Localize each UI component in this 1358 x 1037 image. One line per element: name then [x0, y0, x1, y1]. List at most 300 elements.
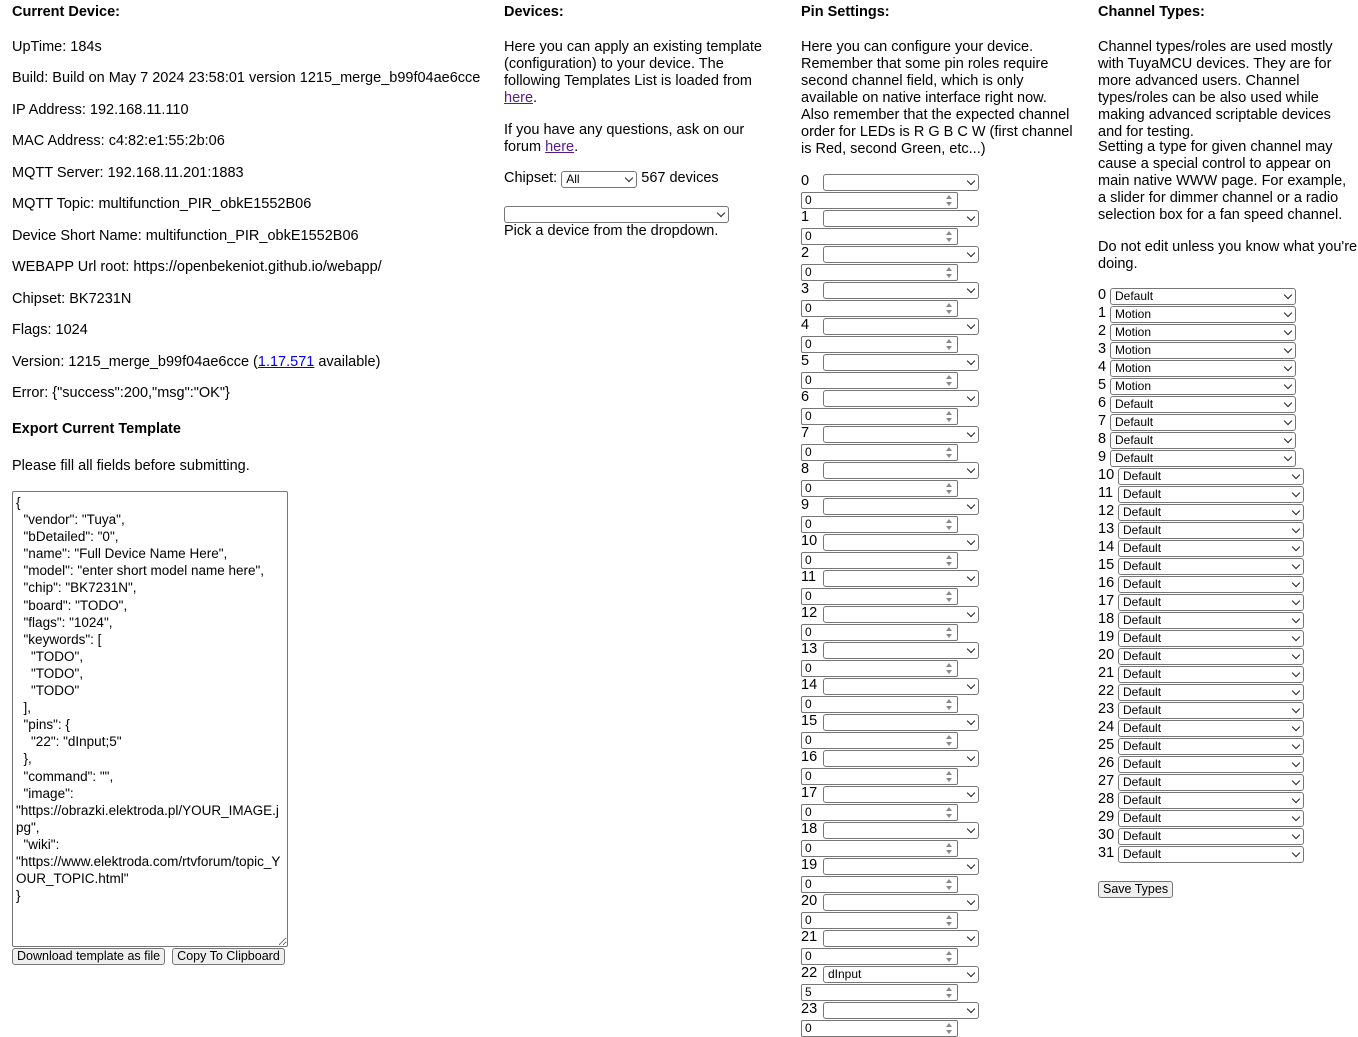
- spinner-arrows-icon[interactable]: [945, 771, 953, 782]
- pin-number: 9: [801, 497, 810, 513]
- pin-channel-value: 0: [805, 265, 812, 279]
- channel-type-select[interactable]: [1118, 828, 1304, 845]
- pin-channel-value: 0: [805, 625, 812, 639]
- pin-role-select[interactable]: [823, 714, 979, 731]
- export-note: Please fill all fields before submitting.: [12, 458, 250, 474]
- channel-type-value: Default: [1123, 559, 1162, 573]
- device-template-select[interactable]: [504, 206, 729, 223]
- channel-row: [1098, 359, 1344, 377]
- version-prefix: Version: 1215_merge_b99f04ae6cce (: [12, 354, 258, 370]
- pin-channel-input[interactable]: [801, 228, 958, 245]
- channel-row: [1098, 341, 1344, 359]
- forum-link[interactable]: here: [545, 139, 575, 155]
- pin-row: [801, 533, 1076, 569]
- channel-type-select[interactable]: [1110, 396, 1296, 413]
- pin-role-select[interactable]: [823, 786, 979, 803]
- pin-number: 10: [801, 533, 818, 549]
- channel-type-select[interactable]: [1118, 774, 1304, 791]
- pin-row: [801, 389, 1076, 425]
- pin-role-select[interactable]: [823, 390, 979, 407]
- channel-number: 27: [1098, 773, 1115, 789]
- channel-row: [1098, 791, 1344, 809]
- pin-number: 15: [801, 713, 818, 729]
- channel-type-select[interactable]: [1118, 846, 1304, 863]
- spinner-arrows-icon[interactable]: [945, 807, 953, 818]
- channel-type-value: Default: [1123, 739, 1162, 753]
- pin-number: 7: [801, 425, 810, 441]
- chevron-down-icon: [1292, 651, 1300, 659]
- pin-role-select[interactable]: [823, 750, 979, 767]
- pin-role-select[interactable]: [823, 642, 979, 659]
- version-available-link[interactable]: 1.17.571: [257, 354, 315, 370]
- channel-type-value: Motion: [1115, 343, 1152, 357]
- channel-type-value: Default: [1123, 811, 1162, 825]
- pin-number: 19: [801, 857, 818, 873]
- chevron-down-icon: [967, 681, 975, 689]
- pin-row: [801, 317, 1076, 353]
- pin-role-select[interactable]: [823, 426, 979, 443]
- export-template-heading: Export Current Template: [12, 421, 181, 437]
- pin-channel-input[interactable]: [801, 732, 958, 749]
- pin-role-select[interactable]: [823, 534, 979, 551]
- forum-note: [504, 122, 764, 156]
- pin-role-select[interactable]: [823, 570, 979, 587]
- chevron-down-icon: [1284, 291, 1292, 299]
- channel-type-select[interactable]: [1118, 702, 1304, 719]
- channel-type-value: Default: [1123, 469, 1162, 483]
- channel-type-value: Default: [1115, 451, 1154, 465]
- channel-row: [1098, 701, 1344, 719]
- channel-types-column: [1098, 0, 1358, 896]
- pin-channel-input[interactable]: [801, 912, 958, 929]
- pin-number: 17: [801, 785, 818, 801]
- pin-channel-value: 0: [805, 193, 812, 207]
- version-suffix: available): [314, 354, 381, 370]
- pin-role-select[interactable]: [823, 966, 979, 983]
- channel-types-heading: Channel Types:: [1098, 4, 1205, 20]
- export-buttons: [12, 948, 285, 965]
- channel-number: 28: [1098, 791, 1115, 807]
- pin-row: [801, 461, 1076, 497]
- channel-type-value: Default: [1123, 631, 1162, 645]
- channel-type-select[interactable]: [1118, 630, 1304, 647]
- devices-heading: Devices:: [504, 4, 564, 20]
- pin-channel-input[interactable]: [801, 300, 958, 317]
- chevron-down-icon: [1292, 813, 1300, 821]
- pin-row: [801, 425, 1076, 461]
- pin-role-value: dInput: [828, 967, 862, 981]
- chevron-down-icon: [1292, 633, 1300, 641]
- chevron-down-icon: [625, 174, 633, 182]
- chevron-down-icon: [967, 753, 975, 761]
- channel-row: [1098, 719, 1344, 737]
- error-row: Error: {"success":200,"msg":"OK"}: [12, 385, 230, 401]
- pin-channel-input[interactable]: [801, 660, 958, 677]
- channel-type-select[interactable]: [1118, 486, 1304, 503]
- channel-number: 18: [1098, 611, 1115, 627]
- channel-types-intro: Channel types/roles are used mostly with TuyaMCU devices. They are for more advanced users. Channel types/roles can be also used while making advanced scriptable devices and for testing.: [1098, 39, 1333, 140]
- pin-role-select[interactable]: [823, 858, 979, 875]
- pin-channel-input[interactable]: [801, 192, 958, 209]
- pin-role-select[interactable]: [823, 894, 979, 911]
- channel-number: 20: [1098, 647, 1115, 663]
- channel-type-select[interactable]: [1118, 594, 1304, 611]
- pin-channel-input[interactable]: [801, 336, 958, 353]
- pin-channel-input[interactable]: [801, 372, 958, 389]
- chevron-down-icon: [967, 501, 975, 509]
- channel-type-select[interactable]: [1118, 576, 1304, 593]
- pin-channel-value: 0: [805, 697, 812, 711]
- pin-role-select[interactable]: [823, 462, 979, 479]
- channel-number: 10: [1098, 467, 1115, 483]
- channel-type-select[interactable]: [1118, 720, 1304, 737]
- device-info-row: MAC Address: c4:82:e1:55:2b:06: [12, 133, 225, 149]
- chevron-down-icon: [1292, 723, 1300, 731]
- channel-number: 19: [1098, 629, 1115, 645]
- channel-number: 21: [1098, 665, 1115, 681]
- channel-type-value: Motion: [1115, 325, 1152, 339]
- pin-channel-input[interactable]: [801, 444, 958, 461]
- pin-channel-value: 0: [805, 589, 812, 603]
- pin-row: [801, 641, 1076, 677]
- device-info-row: UpTime: 184s: [12, 39, 102, 55]
- pin-role-select[interactable]: [823, 318, 979, 335]
- channel-type-select[interactable]: [1110, 342, 1296, 359]
- spinner-arrows-icon[interactable]: [945, 375, 953, 386]
- channel-row: [1098, 593, 1344, 611]
- channel-number: 4: [1098, 359, 1107, 375]
- chevron-down-icon: [967, 321, 975, 329]
- pin-role-select[interactable]: [823, 822, 979, 839]
- chevron-down-icon: [1292, 507, 1300, 515]
- pin-channel-input[interactable]: [801, 624, 958, 641]
- pin-role-select[interactable]: [823, 246, 979, 263]
- download-template-button[interactable]: Download template as file: [12, 948, 165, 965]
- spinner-arrows-icon[interactable]: [945, 735, 953, 746]
- pin-channel-input[interactable]: [801, 264, 958, 281]
- pin-role-select[interactable]: [823, 498, 979, 515]
- chevron-down-icon: [1292, 777, 1300, 785]
- chevron-down-icon: [967, 465, 975, 473]
- pin-channel-input[interactable]: [801, 480, 958, 497]
- pin-number: 22: [801, 965, 818, 981]
- channel-number: 30: [1098, 827, 1115, 843]
- spinner-arrows-icon[interactable]: [945, 303, 953, 314]
- device-info-row: IP Address: 192.168.11.110: [12, 102, 189, 118]
- pin-channel-value: 0: [805, 553, 812, 567]
- channel-number: 7: [1098, 413, 1107, 429]
- spinner-arrows-icon[interactable]: [945, 879, 953, 890]
- spinner-arrows-icon[interactable]: [945, 339, 953, 350]
- spinner-arrows-icon[interactable]: [945, 195, 953, 206]
- pin-channel-value: 0: [805, 661, 812, 675]
- pin-channel-value: 0: [805, 337, 812, 351]
- pin-channel-value: 0: [805, 805, 812, 819]
- pin-channel-input[interactable]: [801, 768, 958, 785]
- pin-role-select[interactable]: [823, 678, 979, 695]
- spinner-arrows-icon[interactable]: [945, 951, 953, 962]
- chipset-filter-row: [504, 170, 719, 188]
- channel-type-select[interactable]: [1118, 558, 1304, 575]
- chevron-down-icon: [1292, 687, 1300, 695]
- device-count: 567 devices: [641, 170, 719, 186]
- pin-row: [801, 569, 1076, 605]
- channel-type-select[interactable]: [1110, 432, 1296, 449]
- spinner-arrows-icon[interactable]: [945, 699, 953, 710]
- channel-types-note: Setting a type for given channel may cause a special control to appear on main native WWW page. For example, a slider for dimmer channel or a radio selection box for a fan speed channel.: [1098, 139, 1347, 223]
- spinner-arrows-icon[interactable]: [945, 1023, 953, 1034]
- channel-number: 26: [1098, 755, 1115, 771]
- spinner-arrows-icon[interactable]: [945, 267, 953, 278]
- spinner-arrows-icon[interactable]: [945, 915, 953, 926]
- pin-role-select[interactable]: [823, 930, 979, 947]
- channel-row: [1098, 773, 1344, 791]
- channel-type-select[interactable]: [1118, 522, 1304, 539]
- chevron-down-icon: [967, 357, 975, 365]
- spinner-arrows-icon[interactable]: [945, 591, 953, 602]
- channel-number: 5: [1098, 377, 1107, 393]
- channel-row: [1098, 845, 1344, 863]
- pin-row: [801, 749, 1076, 785]
- chevron-down-icon: [967, 249, 975, 257]
- pin-settings-heading: Pin Settings:: [801, 4, 890, 20]
- chevron-down-icon: [1292, 759, 1300, 767]
- channel-type-value: Default: [1123, 613, 1162, 627]
- pin-role-select[interactable]: [823, 210, 979, 227]
- chevron-down-icon: [1292, 741, 1300, 749]
- pin-channel-value: 0: [805, 1021, 812, 1035]
- channel-type-value: Default: [1115, 397, 1154, 411]
- pin-role-select[interactable]: [823, 174, 979, 191]
- channel-row: [1098, 827, 1344, 845]
- channel-row: [1098, 521, 1344, 539]
- chevron-down-icon: [1292, 849, 1300, 857]
- pin-channel-input[interactable]: [801, 696, 958, 713]
- save-types-button[interactable]: Save Types: [1098, 881, 1173, 898]
- channel-number: 8: [1098, 431, 1107, 447]
- pin-row: [801, 965, 1076, 1001]
- pin-channel-input[interactable]: [801, 948, 958, 965]
- chevron-down-icon: [1292, 831, 1300, 839]
- channel-row: [1098, 485, 1344, 503]
- channel-type-value: Default: [1115, 415, 1154, 429]
- chevron-down-icon: [1292, 543, 1300, 551]
- pin-channel-input[interactable]: [801, 408, 958, 425]
- channel-type-select[interactable]: [1118, 684, 1304, 701]
- forum-note-text: If you have any questions, ask on our forum: [504, 122, 745, 155]
- channel-type-value: Motion: [1115, 379, 1152, 393]
- pin-channel-input[interactable]: [801, 1020, 958, 1037]
- channel-type-value: Default: [1123, 793, 1162, 807]
- channel-type-value: Default: [1115, 289, 1154, 303]
- channel-type-value: Motion: [1115, 307, 1152, 321]
- chipset-label: Chipset:: [504, 170, 558, 186]
- channel-type-select[interactable]: [1118, 648, 1304, 665]
- channel-type-select[interactable]: [1118, 540, 1304, 557]
- pin-number: 16: [801, 749, 818, 765]
- pin-number: 21: [801, 929, 818, 945]
- channel-type-select[interactable]: [1118, 468, 1304, 485]
- pin-channel-input[interactable]: [801, 984, 958, 1001]
- pin-channel-input[interactable]: [801, 804, 958, 821]
- pin-number: 3: [801, 281, 810, 297]
- pin-row: [801, 353, 1076, 389]
- channel-type-select[interactable]: [1110, 378, 1296, 395]
- channel-row: [1098, 539, 1344, 557]
- pin-number: 20: [801, 893, 818, 909]
- channel-type-select[interactable]: [1110, 288, 1296, 305]
- channel-row: [1098, 323, 1344, 341]
- spinner-arrows-icon[interactable]: [945, 411, 953, 422]
- channel-type-select[interactable]: [1118, 504, 1304, 521]
- channel-number: 2: [1098, 323, 1107, 339]
- channel-number: 9: [1098, 449, 1107, 465]
- chevron-down-icon: [967, 717, 975, 725]
- chevron-down-icon: [1284, 345, 1292, 353]
- channel-type-select[interactable]: [1110, 324, 1296, 341]
- channel-number: 11: [1098, 485, 1114, 501]
- chevron-down-icon: [967, 285, 975, 293]
- pin-channel-value: 0: [805, 733, 812, 747]
- channel-row: [1098, 647, 1344, 665]
- devices-column: [504, 0, 774, 239]
- channel-type-select[interactable]: [1118, 612, 1304, 629]
- devices-intro: [504, 39, 774, 107]
- device-info-row: Device Short Name: multifunction_PIR_obkE1552B06: [12, 228, 359, 244]
- pin-channel-value: 0: [805, 481, 812, 495]
- pin-channel-input[interactable]: [801, 588, 958, 605]
- pin-channel-value: 0: [805, 769, 812, 783]
- pin-channel-value: 0: [805, 913, 812, 927]
- channel-type-select[interactable]: [1118, 756, 1304, 773]
- pin-channel-input[interactable]: [801, 552, 958, 569]
- channel-row: [1098, 557, 1344, 575]
- channel-type-select[interactable]: [1118, 666, 1304, 683]
- channel-number: 16: [1098, 575, 1115, 591]
- chevron-down-icon: [967, 177, 975, 185]
- channel-type-select[interactable]: [1118, 738, 1304, 755]
- channel-number: 15: [1098, 557, 1115, 573]
- channel-number: 3: [1098, 341, 1107, 357]
- channel-row: [1098, 575, 1344, 593]
- channel-number: 29: [1098, 809, 1115, 825]
- pin-role-select[interactable]: [823, 1002, 979, 1019]
- channel-row: [1098, 413, 1344, 431]
- chevron-down-icon: [967, 1005, 975, 1013]
- pin-number: 6: [801, 389, 810, 405]
- chipset-select-value: All: [566, 172, 580, 186]
- pin-channel-input[interactable]: [801, 516, 958, 533]
- spinner-arrows-icon[interactable]: [945, 519, 953, 530]
- channel-number: 12: [1098, 503, 1115, 519]
- channel-number: 14: [1098, 539, 1115, 555]
- templates-list-link[interactable]: here: [504, 90, 534, 106]
- spinner-arrows-icon[interactable]: [945, 231, 953, 242]
- pin-role-select[interactable]: [823, 354, 979, 371]
- channel-row: [1098, 683, 1344, 701]
- channel-type-select[interactable]: [1110, 450, 1296, 467]
- channel-type-value: Default: [1123, 829, 1162, 843]
- channel-type-value: Default: [1123, 523, 1162, 537]
- spinner-arrows-icon[interactable]: [945, 483, 953, 494]
- pin-channel-input[interactable]: [801, 876, 958, 893]
- chevron-down-icon: [1292, 669, 1300, 677]
- channel-number: 25: [1098, 737, 1115, 753]
- chevron-down-icon: [1284, 327, 1292, 335]
- pin-role-select[interactable]: [823, 606, 979, 623]
- channel-row: [1098, 395, 1344, 413]
- pin-role-select[interactable]: [823, 282, 979, 299]
- channel-row: [1098, 809, 1344, 827]
- pin-number: 4: [801, 317, 810, 333]
- pin-row: [801, 857, 1076, 893]
- channel-row: [1098, 503, 1344, 521]
- pin-channel-value: 0: [805, 877, 812, 891]
- pin-settings-column: [801, 0, 1076, 1035]
- chevron-down-icon: [1284, 381, 1292, 389]
- channel-type-select[interactable]: [1110, 306, 1296, 323]
- chevron-down-icon: [1292, 561, 1300, 569]
- devices-intro-end: .: [533, 90, 538, 106]
- version-row: [12, 354, 380, 370]
- pin-row: [801, 677, 1076, 713]
- device-info-row: Chipset: BK7231N: [12, 291, 132, 307]
- chipset-select[interactable]: [561, 171, 637, 188]
- channel-type-value: Default: [1123, 595, 1162, 609]
- chevron-down-icon: [967, 609, 975, 617]
- copy-to-clipboard-button[interactable]: Copy To Clipboard: [172, 948, 285, 965]
- chevron-down-icon: [967, 645, 975, 653]
- pin-row: [801, 821, 1076, 857]
- channel-type-select[interactable]: [1118, 810, 1304, 827]
- channel-types-warning: Do not edit unless you know what you're doing.: [1098, 239, 1358, 272]
- channel-list: [1098, 287, 1344, 863]
- spinner-arrows-icon[interactable]: [945, 627, 953, 638]
- channel-type-select[interactable]: [1118, 792, 1304, 809]
- spinner-arrows-icon[interactable]: [945, 987, 953, 998]
- chevron-down-icon: [967, 861, 975, 869]
- devices-intro-text: Here you can apply an existing template (configuration) to your device. The following Templates List is loaded from: [504, 39, 762, 89]
- template-json-textarea[interactable]: [12, 491, 288, 947]
- channel-type-value: Default: [1123, 721, 1162, 735]
- chevron-down-icon: [1292, 471, 1300, 479]
- pick-device-note: Pick a device from the dropdown.: [504, 223, 719, 239]
- pin-list: [801, 173, 1076, 1037]
- spinner-arrows-icon[interactable]: [945, 447, 953, 458]
- current-device-heading: Current Device:: [12, 4, 120, 20]
- pin-channel-value: 0: [805, 445, 812, 459]
- pin-row: [801, 929, 1076, 965]
- chevron-down-icon: [967, 825, 975, 833]
- chevron-down-icon: [1292, 615, 1300, 623]
- chevron-down-icon: [967, 393, 975, 401]
- pin-row: [801, 1001, 1076, 1037]
- channel-type-select[interactable]: [1110, 360, 1296, 377]
- spinner-arrows-icon[interactable]: [945, 555, 953, 566]
- device-info-row: MQTT Server: 192.168.11.201:1883: [12, 165, 244, 181]
- chevron-down-icon: [1292, 525, 1300, 533]
- pin-channel-input[interactable]: [801, 840, 958, 857]
- pin-number: 11: [801, 569, 817, 585]
- pin-row: [801, 713, 1076, 749]
- spinner-arrows-icon[interactable]: [945, 843, 953, 854]
- pin-channel-value: 5: [805, 985, 812, 999]
- channel-type-select[interactable]: [1110, 414, 1296, 431]
- spinner-arrows-icon[interactable]: [945, 663, 953, 674]
- channel-type-value: Default: [1123, 667, 1162, 681]
- pin-row: [801, 209, 1076, 245]
- channel-type-value: Default: [1123, 649, 1162, 663]
